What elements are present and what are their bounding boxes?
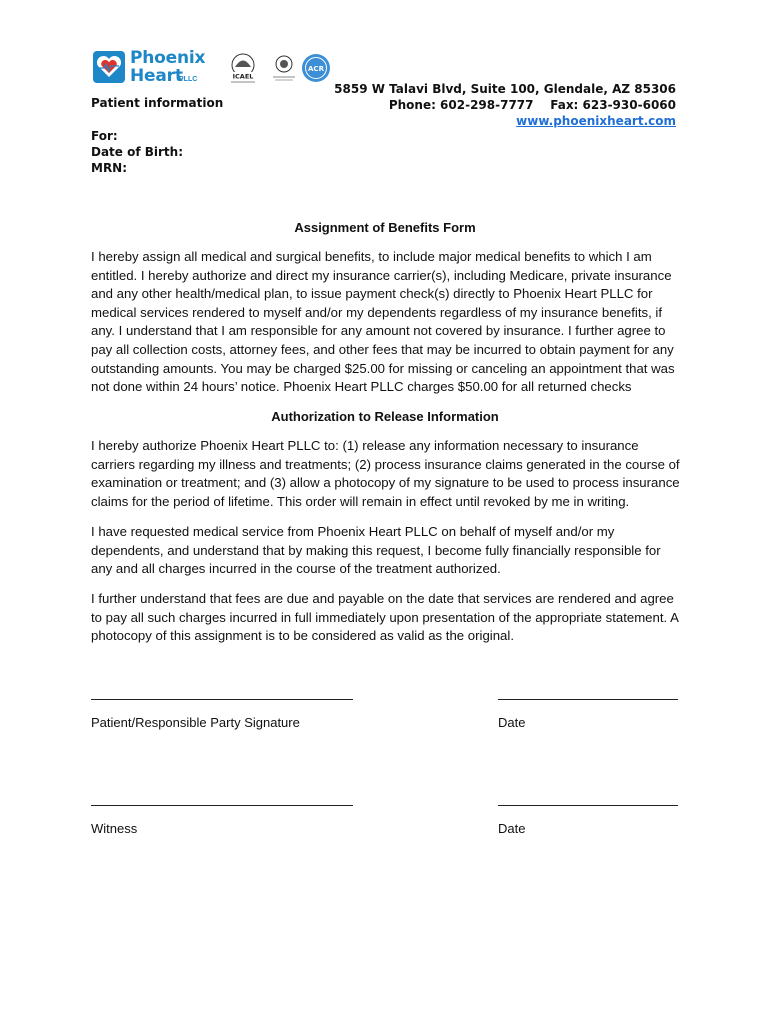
date-line-1[interactable] [498, 699, 678, 700]
assignment-title: Assignment of Benefits Form [294, 220, 476, 235]
authorization-paragraph-3: I further understand that fees are due and payable on the date that services are rendered and agree to pay all such charges incurred in full immediately upon presentation of the appropriate statement. A photocopy of this assignment is to be considered as valid as the original. [91, 591, 679, 644]
heart-logo-icon [92, 50, 126, 84]
logo-text-line2: Heart [130, 66, 183, 86]
practice-address-block [334, 81, 676, 129]
acr-seal-text: ACR [308, 65, 324, 73]
practice-address: 5859 W Talavi Blvd, Suite 100, Glendale, AZ 85306 [334, 82, 676, 96]
logo-text-line1: Phoenix [130, 48, 206, 68]
for-label: For: [91, 129, 118, 143]
witness-signature-line[interactable] [91, 805, 353, 806]
date-label-1: Date [498, 715, 526, 730]
mrn-label: MRN: [91, 161, 128, 175]
dob-label: Date of Birth: [91, 145, 184, 159]
authorization-paragraph-2: I have requested medical service from Phoenix Heart PLLC on behalf of myself and/or my dependents, and understand that by making this request, I become fully financially responsible for any and all charges incurred in the course of the treatment authorized. [91, 524, 661, 577]
witness-label: Witness [91, 821, 138, 836]
icael-seal-icon [226, 52, 260, 88]
phoenix-heart-logo [92, 48, 204, 88]
authorization-paragraph-1: I hereby authorize Phoenix Heart PLLC to: (1) release any information necessary to insurance carriers regarding my illness and treatments; (2) process insurance claims generated in the course of examination or treatment; and (3) allow a photocopy of my signature to be used to process insurance claims for the period of lifetime. This order will remain in effect until revoked by me in writing. [91, 438, 680, 509]
logo-text-suffix: PLLC [179, 76, 198, 83]
acr-seal-icon [300, 52, 332, 86]
date-label-2: Date [498, 821, 526, 836]
patient-signature-label: Patient/Responsible Party Signature [91, 715, 300, 730]
website-link[interactable]: www.phoenixheart.com [516, 114, 676, 128]
small-seal [270, 52, 298, 91]
acr-seal [300, 52, 332, 91]
patient-fields [91, 128, 183, 176]
round-seal-icon [270, 52, 298, 86]
patient-info-title: Patient information [91, 96, 224, 110]
patient-signature-line[interactable] [91, 699, 353, 700]
icael-seal [226, 52, 260, 93]
icael-seal-text: ICAEL [232, 72, 254, 81]
date-line-2[interactable] [498, 805, 678, 806]
authorization-title: Authorization to Release Information [271, 409, 499, 424]
assignment-paragraph: I hereby assign all medical and surgical benefits, to include major medical benefits to which I am entitled. I hereby authorize and direct my insurance carrier(s), including Medicare, private insurance and any other health/medical plan, to issue payment check(s) directly to Phoenix Heart PLLC for medical services rendered to myself and/or my dependents regardless of my insurance benefits, if any. I understand that I am responsible for any amount not covered by insurance. I further agree to pay all collection costs, attorney fees, and other fees that may be incurred to obtain payment for any outstanding amounts. You may be charged $25.00 for missing or canceling an appointment that was not done within 24 hours’ notice. Phoenix Heart PLLC charges $50.00 for all returned checks [91, 249, 675, 395]
phone-fax: Phone: 602-298-7777 Fax: 623-930-6060 [388, 98, 676, 112]
